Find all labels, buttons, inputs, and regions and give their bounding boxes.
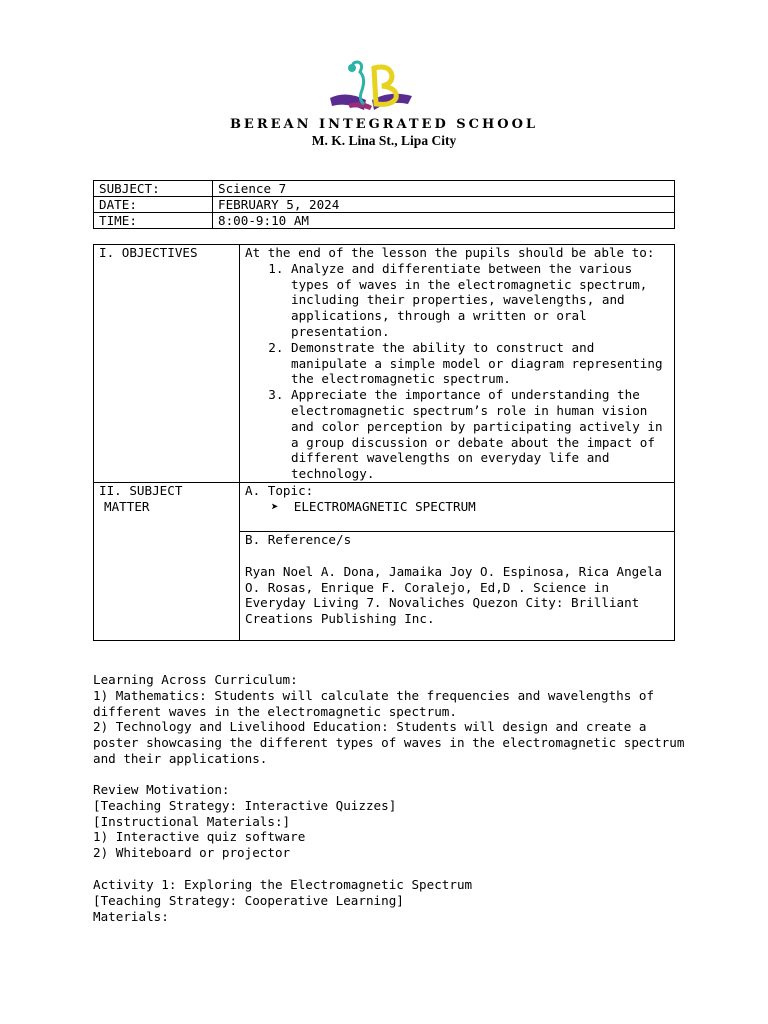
review-section [93, 782, 693, 861]
school-logo [328, 60, 414, 114]
reference-text: Ryan Noel A. Dona, Jamaika Joy O. Espinosa, Rica Angela O. Rosas, Enrique F. Coralejo, Ed,D . Science in Everyday Living 7. Novaliches Quezon City: Brilliant Creations Publishing Inc. [245, 563, 663, 627]
subject-label: SUBJECT: [94, 181, 213, 197]
date-label: DATE: [94, 197, 213, 213]
activity-heading: Activity 1: Exploring the Electromagnetic Spectrum [93, 877, 473, 892]
objectives-intro: At the end of the lesson the pupils should be able to: [245, 245, 655, 260]
curriculum-heading: Learning Across Curriculum: [93, 672, 298, 687]
subject-matter-label-line1: II. SUBJECT [99, 483, 183, 498]
review-strategy: [Teaching Strategy: Interactive Quizzes] [93, 797, 397, 813]
review-item: 1) Interactive quiz software [93, 829, 306, 845]
review-item: 2) Whiteboard or projector [93, 845, 291, 861]
objectives-label: I. OBJECTIVES [94, 245, 240, 483]
activity-materials: Materials: [93, 908, 169, 924]
reference-cell [240, 532, 675, 641]
objective-item: 2. Demonstrate the ability to construct and manipulate a simple model or diagram representing the electromagnetic spectrum. [291, 340, 669, 387]
school-address: M. K. Lina St., Lipa City [311, 133, 457, 148]
curriculum-item: 1) Mathematics: Students will calculate the frequencies and wavelengths of different waves in the electromagnetic spectrum. [93, 687, 655, 719]
objectives-cell [240, 245, 675, 483]
date-value: FEBRUARY 5, 2024 [213, 197, 675, 213]
topic-label: A. Topic: [245, 483, 314, 498]
arrow-bullet-icon: ➤ [271, 498, 279, 514]
topic-text: ELECTROMAGNETIC SPECTRUM [293, 498, 476, 514]
curriculum-section [93, 672, 693, 767]
subject-value: Science 7 [213, 181, 675, 197]
objectives-list [245, 261, 669, 482]
curriculum-item: 2) Technology and Livelihood Education: Students will design and create a poster showcasing the different types of waves in the electromagnetic spectrum and their applications. [93, 719, 685, 766]
reference-label: B. Reference/s [245, 532, 352, 547]
activity-strategy: [Teaching Strategy: Cooperative Learning] [93, 892, 404, 908]
lesson-info-table [93, 180, 675, 229]
activity-section [93, 877, 693, 924]
table-row [94, 197, 675, 213]
review-materials: [Instructional Materials:] [93, 813, 291, 829]
subject-matter-label-line2: MATTER [104, 499, 150, 514]
objective-item: 3. Appreciate the importance of understanding the electromagnetic spectrum’s role in human vision and color perception by participating actively in a group discussion or debate about the impact of different wavelengths on everyday life and technology. [291, 387, 669, 482]
topic-cell [240, 483, 675, 532]
subject-matter-label [94, 483, 240, 641]
topic-item [245, 499, 669, 515]
objectives-row [94, 245, 675, 483]
time-label: TIME: [94, 213, 213, 229]
table-row [94, 181, 675, 197]
lesson-plan-table [93, 244, 675, 641]
objective-item: 1. Analyze and differentiate between the various types of waves in the electromagnetic spectrum, including their properties, wavelengths, and applications, through a written or oral presentation. [291, 261, 669, 340]
review-heading: Review Motivation: [93, 782, 230, 797]
table-row [94, 213, 675, 229]
time-value: 8:00-9:10 AM [213, 213, 675, 229]
subject-matter-row [94, 483, 675, 532]
school-name: BEREAN INTEGRATED SCHOOL [229, 117, 539, 132]
